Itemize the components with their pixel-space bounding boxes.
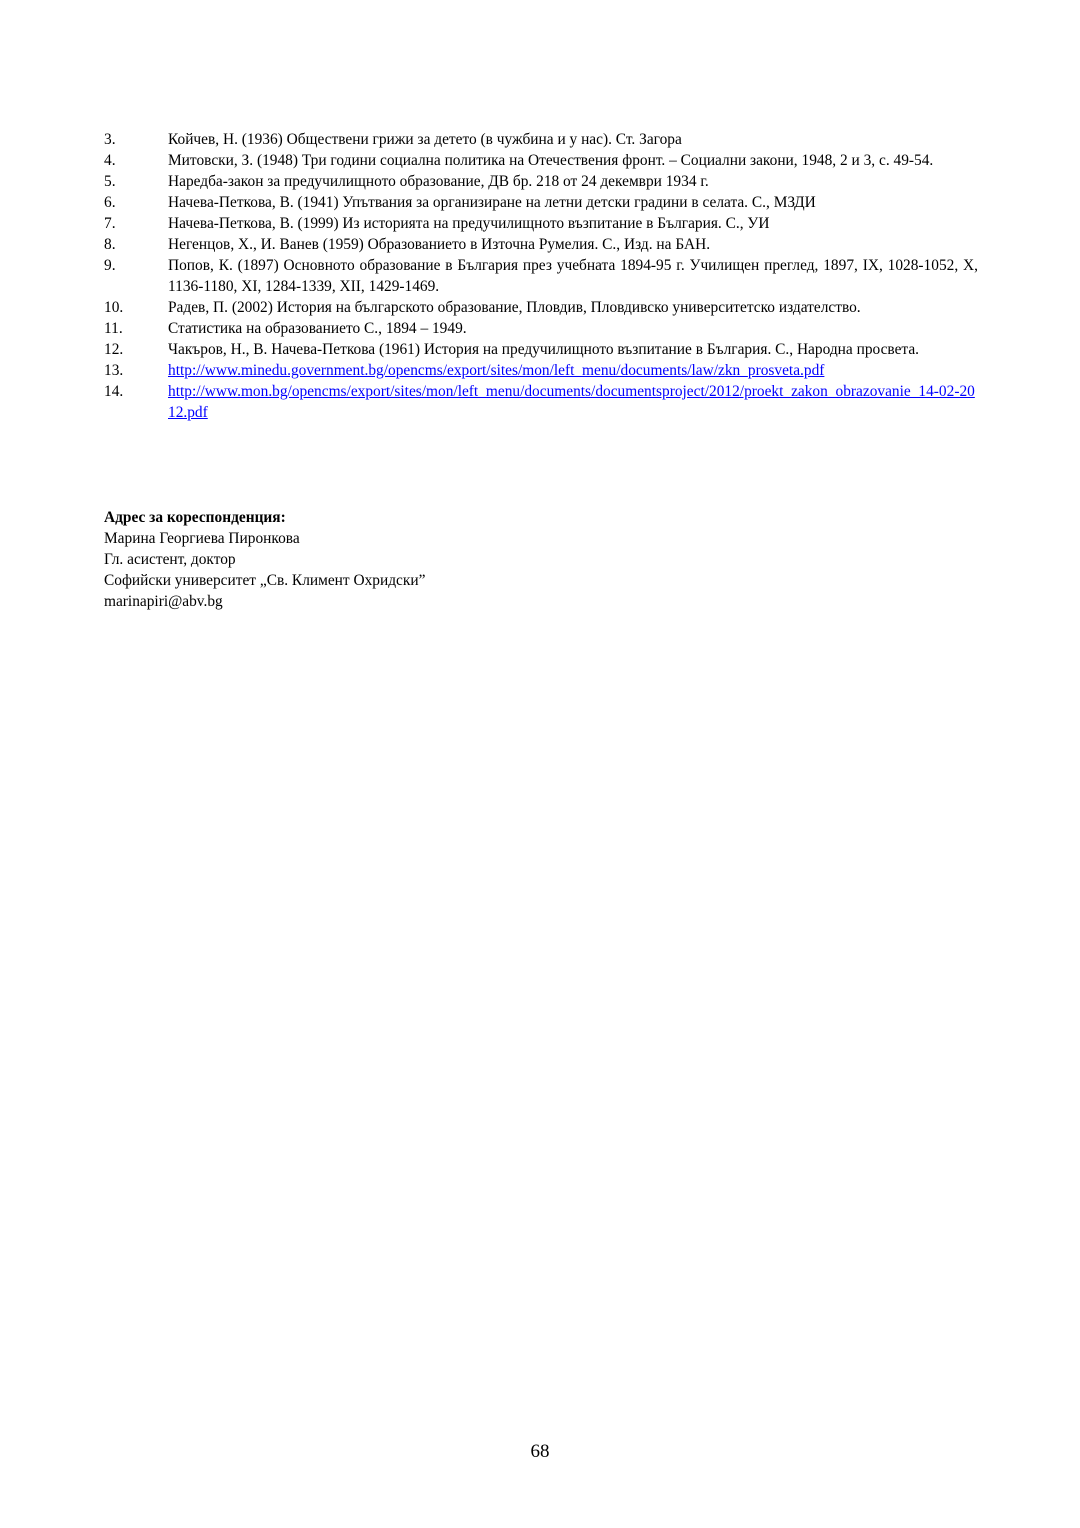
reference-number: 3. [104, 131, 116, 148]
reference-text: Статистика на образованието С., 1894 – 1949. [168, 320, 467, 337]
author-name: Марина Георгиева Пиронкова [104, 530, 300, 547]
reference-text: Чакъров, Н., В. Начева-Петкова (1961) История на предучилищното възпитание в България. С., Народна просвета. [168, 341, 920, 358]
reference-item [104, 213, 978, 234]
page-number: 68 [530, 1441, 550, 1462]
reference-text: Начева-Петкова, В. (1941) Упътвания за организиране на летни детски градини в селата. С., МЗДИ [168, 194, 816, 211]
reference-item [104, 171, 978, 192]
reference-text: Митовски, З. (1948) Три години социална политика на Отечествения фронт. – Социални закони, 1948, 2 и 3, с. 49-54. [168, 152, 934, 169]
reference-number: 8. [104, 236, 116, 253]
author-email: marinapiri@abv.bg [104, 593, 223, 610]
reference-text: Койчев, Н. (1936) Обществени грижи за детето (в чужбина и у нас). Ст. Загора [168, 131, 682, 148]
author-position: Гл. асистент, доктор [104, 551, 236, 568]
reference-number: 7. [104, 215, 116, 232]
reference-text: Негенцов, Х., И. Ванев (1959) Образованието в Източна Румелия. С., Изд. на БАН. [168, 236, 711, 253]
reference-text: Попов, К. (1897) Основното образование в България през учебната 1894-95 г. Училищен преглед, 1897, IX, 1028-1052, X, 1136-1180, XI, 1284-1339, XII, 1429-1469. [168, 257, 978, 295]
reference-item [104, 339, 978, 360]
reference-number: 4. [104, 152, 116, 169]
reference-number: 10. [104, 299, 124, 316]
reference-number: 11. [104, 320, 123, 337]
reference-link[interactable]: http://www.mon.bg/opencms/export/sites/mon/left_menu/documents/documentsproject/2012/proekt_zakon_obrazovanie_14-02-2012.pdf [168, 383, 975, 421]
reference-item [104, 192, 978, 213]
correspondence-address [104, 507, 804, 612]
reference-text: Наредба-закон за предучилищното образование, ДВ бр. 218 от 24 декември 1934 г. [168, 173, 709, 190]
reference-item [104, 129, 978, 150]
reference-number: 13. [104, 362, 124, 379]
reference-item [104, 381, 978, 423]
reference-list [104, 129, 978, 423]
reference-item [104, 255, 978, 297]
reference-item [104, 360, 978, 381]
reference-item [104, 234, 978, 255]
reference-number: 14. [104, 383, 124, 400]
address-heading: Адрес за кореспонденция: [104, 509, 286, 526]
reference-number: 12. [104, 341, 124, 358]
reference-item [104, 318, 978, 339]
reference-number: 6. [104, 194, 116, 211]
author-institution: Софийски университет „Св. Климент Охридски” [104, 572, 426, 589]
reference-item [104, 150, 978, 171]
reference-number: 5. [104, 173, 116, 190]
reference-text: Радев, П. (2002) История на българското образование, Пловдив, Пловдивско университетско издателство. [168, 299, 861, 316]
reference-item [104, 297, 978, 318]
reference-number: 9. [104, 257, 116, 274]
reference-link[interactable]: http://www.minedu.government.bg/opencms/export/sites/mon/left_menu/documents/law/zkn_prosveta.pdf [168, 362, 825, 379]
reference-text: Начева-Петкова, В. (1999) Из историята на предучилищното възпитание в България. С., УИ [168, 215, 770, 232]
